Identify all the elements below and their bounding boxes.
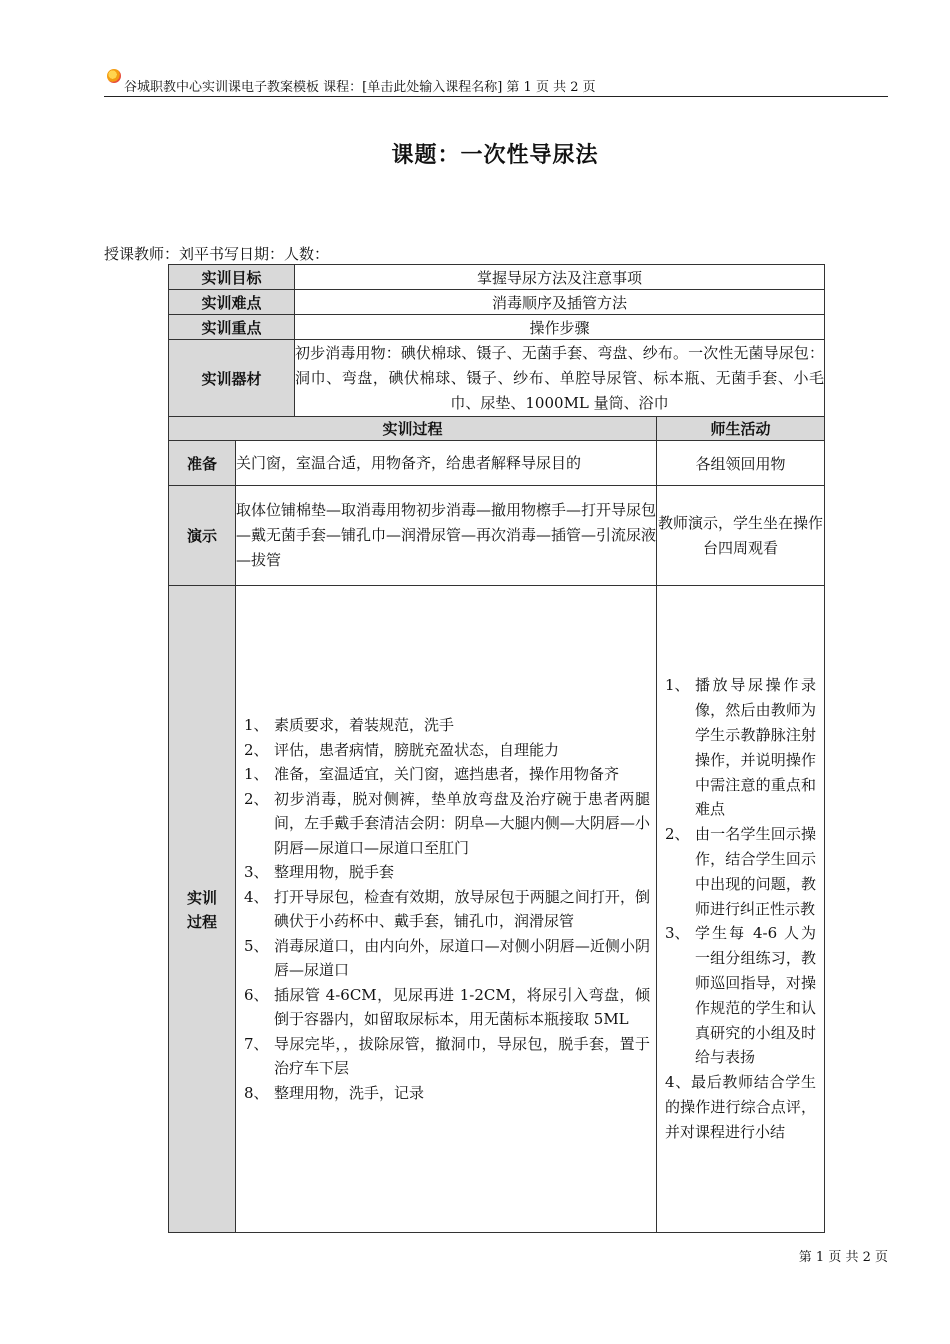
row-difficulty	[169, 290, 825, 315]
training-step	[244, 860, 650, 885]
demo-value: 取体位铺棉垫—取消毒用物初步消毒—撤用物檫手—打开导尿包—戴无菌手套—铺孔巾—润滑尿管—再次消毒—插管—引流尿液—拔管	[236, 486, 657, 586]
row-section-headers	[169, 417, 825, 441]
goal-label: 实训目标	[169, 265, 295, 290]
step-number: 1、	[244, 716, 269, 734]
step-text: 准备，室温适宜，关门窗，遮挡患者，操作用物备齐	[274, 765, 620, 783]
step-number: 4、	[244, 887, 269, 906]
training-activity-cell	[657, 586, 825, 1233]
teacher-info-line: 授课教师：刘平书写日期：人数：	[104, 245, 330, 263]
step-text: 打开导尿包，检查有效期，放导尿包于两腿之间打开，倒碘伏于小药杯中、戴手套，铺孔巾，润滑尿管	[274, 887, 651, 930]
step-text: 素质要求，着装规范，洗手	[274, 716, 455, 734]
row-focus	[169, 315, 825, 340]
training-step	[244, 934, 650, 983]
activity-text: 学生每 4-6 人为一组分组练习，教师巡回指导，对操作规范的学生和认真研究的小组及时给与表扬	[695, 924, 817, 1067]
step-text: 整理用物，洗手，记录	[274, 1083, 425, 1102]
training-step	[244, 762, 650, 787]
training-label	[169, 586, 236, 1233]
difficulty-label: 实训难点	[169, 290, 295, 315]
equipment-value: 初步消毒用物：碘伏棉球、镊子、无菌手套、弯盘、纱布。一次性无菌导尿包：洞巾、弯盘，碘伏棉球、镊子、纱布、单腔导尿管、标本瓶、无菌手套、小毛巾、尿垫、1000ML 量筒、浴巾	[295, 340, 825, 417]
demo-activity: 教师演示，学生坐在操作台四周观看	[657, 486, 825, 586]
page-header	[104, 66, 888, 97]
demo-label: 演示	[169, 486, 236, 586]
step-text: 评估，患者病情，膀胱充盈状态，自理能力	[274, 740, 560, 759]
step-text: 初步消毒，脱对侧裤，垫单放弯盘及治疗碗于患者两腿间，左手戴手套清洁会阴：阴阜—大腿内侧—大阴唇—小阴唇—尿道口—尿道口至肛门	[274, 789, 651, 857]
step-number: 2、	[244, 789, 269, 808]
row-equipment	[169, 340, 825, 417]
step-text: 消毒尿道口，由内向外，尿道口—对侧小阴唇—近侧小阴唇—尿道口	[274, 936, 651, 979]
row-goal	[169, 265, 825, 290]
lesson-plan-table	[168, 264, 825, 1233]
row-prep	[169, 441, 825, 486]
goal-value: 掌握导尿方法及注意事项	[295, 265, 825, 290]
step-number: 1、	[244, 765, 269, 783]
document-title: 课题：一次性导尿法	[391, 142, 599, 168]
step-text: 整理用物，脱手套	[274, 863, 395, 881]
step-text: 导尿完毕，，拔除尿管，撤洞巾，导尿包，脱手套，置于治疗车下层	[274, 1034, 651, 1077]
prep-value: 关门窗，室温合适，用物备齐，给患者解释导尿目的	[236, 441, 657, 486]
activity-number: 3、	[665, 924, 690, 943]
training-step	[244, 738, 650, 763]
focus-value: 操作步骤	[295, 315, 825, 340]
step-text: 插尿管 4-6CM，见尿再进 1-2CM，将尿引入弯盘，倾倒于容器内，如留取尿标本，用无菌标本瓶接取 5ML	[274, 985, 651, 1028]
training-steps-list	[236, 709, 656, 1109]
training-step	[244, 1032, 650, 1081]
training-step	[244, 1081, 650, 1106]
equipment-label: 实训器材	[169, 340, 295, 417]
activity-number: 2、	[665, 825, 690, 844]
step-number: 2、	[244, 740, 269, 759]
activity-item	[665, 822, 816, 921]
step-number: 7、	[244, 1034, 269, 1053]
prep-activity: 各组领回用物	[657, 441, 825, 486]
training-step	[244, 713, 650, 738]
activity-text: 播放导尿操作录像，然后由教师为学生示教静脉注射操作，并说明操作中需注意的重点和难点	[695, 676, 817, 819]
activity-item	[665, 1070, 816, 1144]
page-footer: 第 1 页 共 2 页	[798, 1250, 888, 1265]
training-step	[244, 885, 650, 934]
training-step	[244, 983, 650, 1032]
training-steps-cell	[236, 586, 657, 1233]
training-activity-list	[657, 669, 824, 1148]
activity-text: 由一名学生回示操作，结合学生回示中出现的问题，教师进行纠正性示教	[695, 825, 817, 918]
focus-label: 实训重点	[169, 315, 295, 340]
header-text: 谷城职教中心实训课电子教案模板 课程：[单击此处输入课程名称] 第 1 页 共 2 页	[124, 80, 596, 95]
process-header: 实训过程	[169, 417, 657, 441]
step-number: 6、	[244, 985, 269, 1004]
school-logo-icon	[107, 69, 121, 83]
step-number: 5、	[244, 936, 269, 955]
step-number: 3、	[244, 863, 269, 881]
training-step	[244, 787, 650, 861]
row-training-process	[169, 586, 825, 1233]
activity-item	[665, 673, 816, 822]
training-label-line-1: 实训	[186, 889, 217, 907]
row-demo	[169, 486, 825, 586]
activity-number: 1、	[665, 676, 690, 695]
prep-label: 准备	[169, 441, 236, 486]
activity-text: 4、最后教师结合学生的操作进行综合点评，并对课程进行小结	[665, 1073, 817, 1141]
activity-item	[665, 921, 816, 1070]
training-label-line-2: 过程	[186, 913, 217, 931]
difficulty-value: 消毒顺序及插管方法	[295, 290, 825, 315]
step-number: 8、	[244, 1083, 269, 1102]
activity-header: 师生活动	[657, 417, 825, 441]
